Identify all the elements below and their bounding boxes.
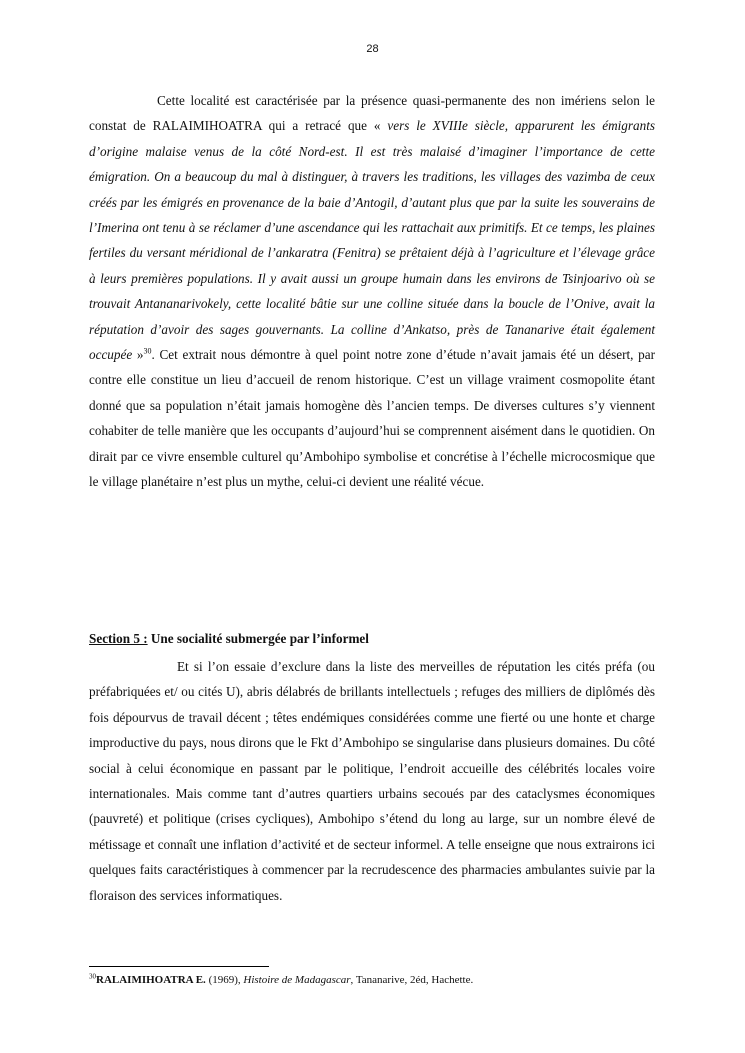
- body-paragraph-2: Et si l’on essaie d’exclure dans la liste des merveilles de réputation les cités préfa (ou préfabriquées et/ ou cités U), abris délabrés de brillants intellectuels ; refuges des milliers de diplômés dès fois dépourvus de travail décent ; têtes endémiques considérées comme une fierté ou une honte et charge improductive du pays, nous dirons que le Fkt d’Ambohipo se singularise dans plusieurs domaines. Du côté social à celui économique en passant par le politique, l’endroit accueille des célébrités locales voire internationales. Mais comme tant d’autres quartiers urbains secoués par des cataclysmes économiques (pauvreté) et politique (crises cycliques), Ambohipo s’étend du long au large, sur un nombre élevé de métissage et connaît une inflation d’activité et de secteur informel. A telle enseigne que nous extrairons ici quelques faits caractéristiques à commencer par la recrudescence des pharmacies ambulantes suivie par la floraison des services informatiques.: [89, 659, 655, 903]
- footnote-year: (1969),: [205, 974, 244, 986]
- closing-quote: »: [132, 347, 144, 363]
- footnote-book-title: Histoire de Madagascar: [243, 974, 351, 986]
- page-number: 28: [366, 43, 379, 55]
- section-heading: [89, 629, 369, 649]
- footnote-author: RALAIMIHOATRA E.: [96, 974, 206, 986]
- footnote-reference[interactable]: 30: [143, 346, 152, 356]
- footnote: [89, 972, 689, 988]
- footnote-number: 30: [89, 972, 96, 981]
- footnote-divider: [89, 966, 269, 967]
- body-paragraph-1: [89, 88, 655, 495]
- section-label: Section 5 :: [89, 631, 148, 646]
- quotation: vers le XVIIIe siècle, apparurent les émigrants d’origine malaise venus de la côté Nord-est. Il est très malaisé d’imaginer l’importance de cette émigration. On a beaucoup du mal à distinguer, à travers les traditions, les villages des vazimba de ceux créés par les émigrés en provenance de la baie d’Antogil, d’autant plus que par la suite les souverains de l’Imerina ont tenu à se réclamer d’une ascendance qui les rattachait aux primitifs. Et ce temps, les plaines fertiles du versant méridional de l’ankaratra (Fenitra) se prêtaient déjà à l’agriculture et l’élevage grâce à leurs premières populations. Il y avait aussi un groupe humain dans les environs de Tsinjoarivo où se trouvait Antananarivokely, cette localité bâtie sur une colline située dans la boucle de l’Onive, avait la réputation d’avoir des sages gouvernants. La colline d’Ankatso, près de Tananarive était également occupée: [89, 118, 655, 363]
- paragraph-rest: . Cet extrait nous démontre à quel point notre zone d’étude n’avait jamais été un désert, par contre elle constitue un lieu d’accueil de renom historique. C’est un village vraiment cosmopolite étant donné que sa population n’était jamais homogène dès l’ancien temps. De diverses cultures s’y viennent cohabiter de telle manière que les occupants d’aujourd’hui se comprennent aisément dans le quotidien. On dirait par ce vivre ensemble culturel qu’Ambohipo symbolise et concrétise à l’échelle microcosmique que le village planétaire n’est plus un mythe, celui-ci devient une réalité vécue.: [89, 347, 655, 490]
- paragraph-intro: Cette localité est caractérisée par la présence quasi-permanente des non imériens selon le constat de RALAIMIHOATRA qui a retracé que «: [89, 93, 655, 134]
- section-title: Une socialité submergée par l’informel: [147, 631, 369, 646]
- footnote-details: , Tananarive, 2éd, Hachette.: [350, 974, 474, 986]
